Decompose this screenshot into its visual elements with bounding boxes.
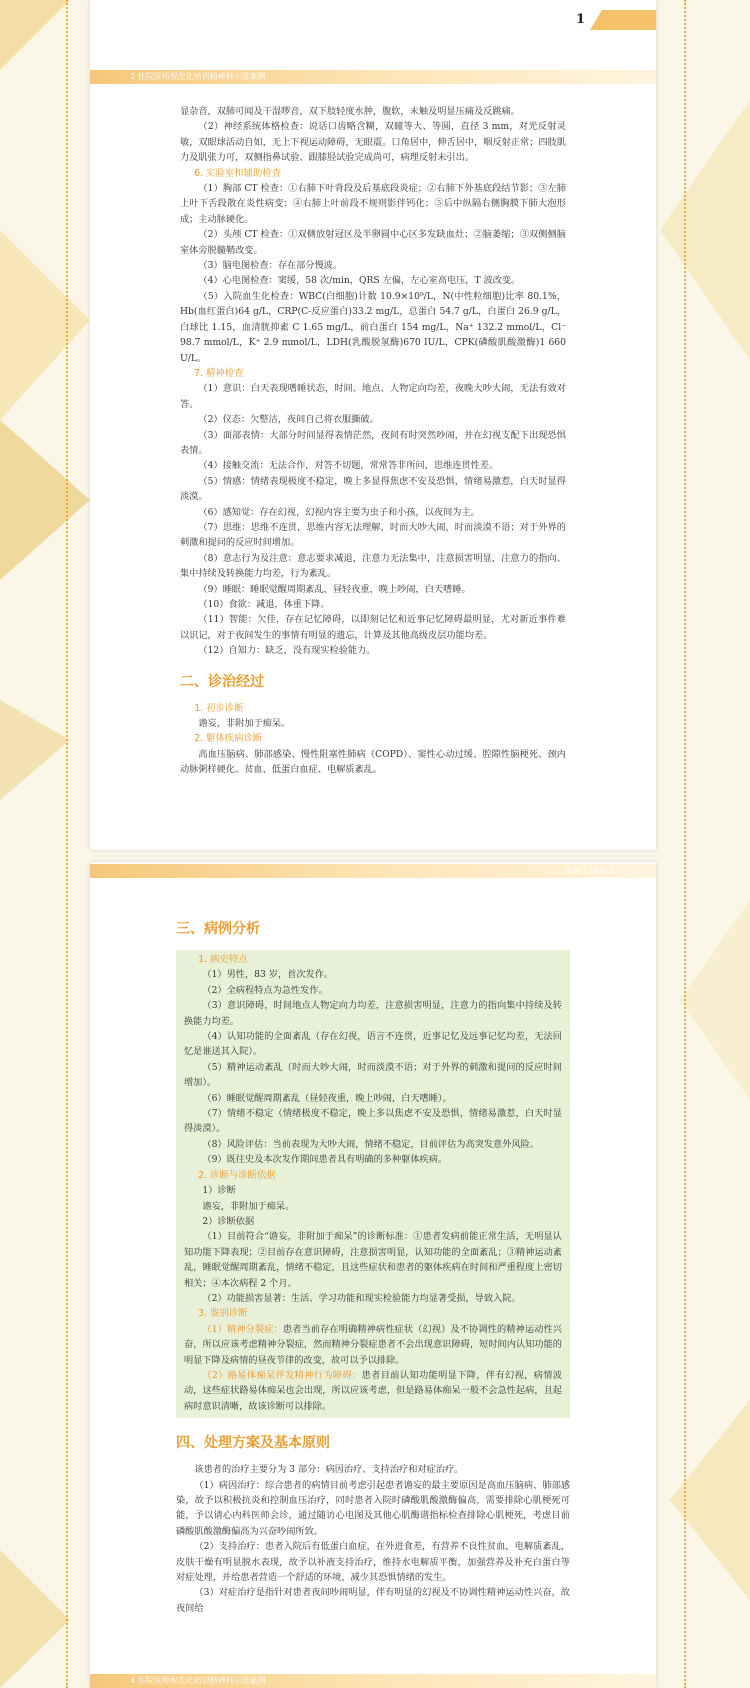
body-paragraph: （3）脑电图检查：存在部分慢波。 <box>198 260 343 272</box>
body-paragraph: （6）感知觉：存在幻视，幻视内容主要为虫子和小孩，以夜间为主。 <box>198 506 480 518</box>
running-head: 2 住院医师规范化培训精神科示范案例 <box>90 70 656 84</box>
body-paragraph: （9）睡眠：睡眠觉醒周期紊乱，昼轻夜重，晚上吵闹，白天嗜睡。 <box>198 583 471 595</box>
body-paragraph: （7）情绪不稳定（情绪极度不稳定，晚上多以焦虑不安及恐惧，情绪易激惹，白天时显得淡漠）。 <box>184 1108 562 1135</box>
body-paragraph: （9）既往史及本次发作期间患者具有明确的多种躯体疾病。 <box>202 1154 448 1166</box>
body-paragraph: （12）自知力：缺乏，没有现实检验能力。 <box>198 645 376 657</box>
section-heading: 三、病例分析 <box>176 921 260 937</box>
body-paragraph: （1）病因治疗：综合患者的病情目前考虑引起患者谵妄的最主要原因是高血压脑病、肺部感染，故予以积极抗炎和控制血压治疗，同时患者入院时磷酸肌酸激酶偏高，需要排除心肌梗死可能，予以请心内科医师会诊，通过随访心电图及其他心肌酶谱指标检查排除心肌梗死，考虑目前磷酸肌酸激酶偏高为兴奋吵闹所致。 <box>176 1479 570 1537</box>
body-paragraph: 谵妄，非附加于痴呆。 <box>198 718 291 730</box>
body-paragraph: 谵妄，非附加于痴呆。 <box>202 1200 295 1212</box>
section-heading: 二、诊治经过 <box>180 673 264 690</box>
body-paragraph: （3）面部表情：大部分时间显得表情茫然，夜间有时突然吵闹，并在幻视支配下出现恐惧表情。 <box>180 429 566 456</box>
body-paragraph: （1）精神分裂症：患者当前存在明确精神病性症状（幻视）及不协调性的精神运动性兴奋，所以应该考虑精神分裂症，然而精神分裂症患者不会出现意识障碍，短时间内认知功能的明显下降及病情的昼夜节律的改变，故可以予以排除。 <box>184 1323 562 1366</box>
body-paragraph: （6）睡眠觉醒周期紊乱（昼轻夜重，晚上吵闹，白天嗜睡）。 <box>202 1092 452 1104</box>
body-paragraph: （2）头颅 CT 检查：①双侧放射冠区及半卵圆中心区多发缺血灶；②脑萎缩；③双侧侧脑室体旁脱髓鞘改变。 <box>180 229 566 256</box>
body-paragraph: 2）诊断依据 <box>202 1215 255 1227</box>
body-paragraph: （10）食欲：减退，体重下降。 <box>198 599 330 610</box>
body-paragraph: （1）意识：白天表现嗜睡状态，时间、地点、人物定向均差，夜晚大吵大闹，无法有效对答。 <box>180 383 566 410</box>
body-paragraph: （8）意志行为及注意：意志要求减退，注意力无法集中，注意损害明显，注意力的指向、集中持续及转换能力均差，行为紊乱。 <box>180 552 566 580</box>
subsection-title: 1. 病史特点 <box>198 954 248 965</box>
body-paragraph: （7）思维：思维不连贯，思维内容无法理解，时而大吵大闹，时而淡漠不语；对于外界的刺激和提问的反应时间增加。 <box>180 521 566 549</box>
subsection-title: 7. 精神检查 <box>194 367 244 379</box>
case-analysis-box <box>176 950 570 1418</box>
body-paragraph: （8）风险评估：当前表现为大吵大闹，情绪不稳定，目前评估为高突发意外风险。 <box>202 1138 539 1150</box>
body-paragraph: （1）胸部 CT 检查：①右肺下叶背段及后基底段炎症；②右肺下外基底段结节影；③左肺上叶下舌段散在炎性病变；④右肺上叶前段不规则影伴钙化；⑤后中纵隔右侧胸膜下肺大泡形成；主动脉硬化。 <box>180 183 566 225</box>
body-paragraph: （11）智能：欠佳，存在记忆障碍，以即刻记忆和近事记忆障碍最明显，尤对新近事件难以识记，对于夜间发生的事情有明显的遗忘，计算及其他高级皮层功能均差。 <box>180 614 566 641</box>
body-paragraph: （2）路易体痴呆伴发精神行为障碍：患者目前认知功能明显下降，伴有幻视，病情波动，这些症状路易体痴呆也会出现，所以应该考虑，但是路易体痴呆一般不会急性起病，且起病时意识清晰，故该诊断可以排除。 <box>184 1369 562 1412</box>
body-paragraph: （5）情感：情绪表现极度不稳定，晚上多显得焦虑不安及恐惧，情绪易激惹，白天时显得淡漠。 <box>180 475 566 503</box>
body-paragraph: （5）入院血生化检查：WBC(白细胞)计数 10.9×10⁹/L，N(中性粒细胞)比率 80.1%，Hb(血红蛋白)64 g/L，CRP(C-反应蛋白)33.2 mg/L，总蛋白 54.7 g/L，白蛋白 26.9 g/L，白球比 1.15，血清胱抑素 C 1.65 mg/L，前白蛋白 154 mg/L，Na⁺ 132.2 mmol/L，Cl⁻ 98.7 mmol/L，K⁺ 2.9 mmol/L，LDH(乳酸脱氢酶)670 IU/L，CPK(磷酸肌酸激酶)1 660 U/L。 <box>180 290 566 364</box>
subsection-title: 2. 诊断与诊断依据 <box>198 1169 276 1181</box>
body-paragraph: （2）支持治疗：患者入院后有低蛋白血症，在外进食差，有营养不良性贫血，电解质紊乱，皮肤干燥有明显脱水表现，故予以补液支持治疗，维持水电解质平衡，加强营养及补充白蛋白等对症处理，并给患者营造一个舒适的环境，减少其恐惧情绪的发生。 <box>176 1541 570 1584</box>
highlight-term: （1）精神分裂症： <box>202 1323 283 1335</box>
running-head: 案例 1 谵妄 3 <box>90 864 656 878</box>
body-paragraph: （2）仪态：欠整洁，夜间自己将衣服撕破。 <box>198 414 379 426</box>
highlight-term: （2）路易体痴呆伴发精神行为障碍： <box>202 1369 362 1381</box>
body-paragraph: （3）对症治疗是指针对患者夜间吵闹明显，伴有明显的幻视及不协调性精神运动性兴奋，故夜间给 <box>176 1587 570 1614</box>
page2-content <box>90 918 656 1616</box>
page1-content <box>90 104 656 778</box>
dotted-guide-left <box>66 0 68 1688</box>
running-head: 4 住院医师规范化培训精神科示范案例 <box>90 1674 656 1688</box>
body-paragraph: 高血压脑病、肺部感染、慢性阻塞性肺病（COPD）、窦性心动过缓、腔隙性脑梗死、颈内动脉粥样硬化、贫血、低蛋白血症、电解质紊乱。 <box>180 748 566 776</box>
body-paragraph: 显杂音，双肺可闻及干湿啰音，双下肢轻度水肿，腹软，未触及明显压痛及反跳痛。 <box>180 106 520 117</box>
body-paragraph: （2）功能损害显著：生活、学习功能和现实检验能力均显著受损，导致入院。 <box>202 1292 521 1304</box>
subsection-title: 1. 初步诊断 <box>194 702 244 714</box>
subsection-title: 2. 躯体疾病诊断 <box>194 733 263 745</box>
body-paragraph: （2）神经系统体格检查：说话口齿略含糊，双瞳等大、等圆，直径 3 mm，对光反射灵敏，双眼球活动自如，无上下视运动障碍，无眼震。口角居中，伸舌居中，咽反射正常；四肢肌力及肌张力可，双侧指鼻试验、跟膝胫试验完成尚可，病理反射未引出。 <box>180 121 566 164</box>
page-number: 1 <box>576 12 586 27</box>
body-paragraph: （5）精神运动紊乱（时而大吵大闹，时而淡漠不语；对于外界的刺激和提问的反应时间增加）。 <box>184 1061 562 1089</box>
section-heading: 四、处理方案及基本原则 <box>176 1435 330 1452</box>
subsection-title: 6. 实验室和辅助检查 <box>194 167 282 179</box>
subsection-title: 3. 鉴别诊断 <box>198 1308 248 1320</box>
body-paragraph: （1）目前符合“谵妄，非附加于痴呆”的诊断标准：①患者发病前能正常生活，无明显认知功能下降表现；②目前存在意识障碍，注意损害明显，认知功能的全面紊乱；③精神运动紊乱，睡眠觉醒周期紊乱，情绪不稳定，且这些症状和患者的躯体疾病在时间和严重程度上密切相关；④本次病程 2 个月。 <box>184 1231 562 1289</box>
body-paragraph: （4）认知功能的全面紊乱（存在幻视，语言不连贯，近事记忆及远事记忆均差，无法回忆是谁送其入院）。 <box>184 1031 562 1058</box>
body-paragraph: 1）诊断 <box>202 1185 236 1197</box>
body-paragraph: （1）男性，83 岁，首次发作。 <box>202 969 334 981</box>
body-paragraph: （3）意识障碍，时间地点人物定向力均差，注意损害明显，注意力的指向集中持续及转换能力均差。 <box>184 1000 562 1027</box>
body-paragraph: （4）心电图检查：窦缓，58 次/min，QRS 左偏，左心室高电压，T 波改变。 <box>198 275 521 287</box>
dotted-guide-right <box>684 0 686 1688</box>
body-paragraph: （2）全病程特点为急性发作。 <box>202 984 328 996</box>
body-paragraph: （4）接触交流：无法合作，对答不切题，常常答非所问，思维连贯性差。 <box>198 460 499 472</box>
page-tab-decoration <box>590 10 656 30</box>
body-paragraph: 该患者的治疗主要分为 3 部分：病因治疗、支持治疗和对症治疗。 <box>194 1464 464 1476</box>
